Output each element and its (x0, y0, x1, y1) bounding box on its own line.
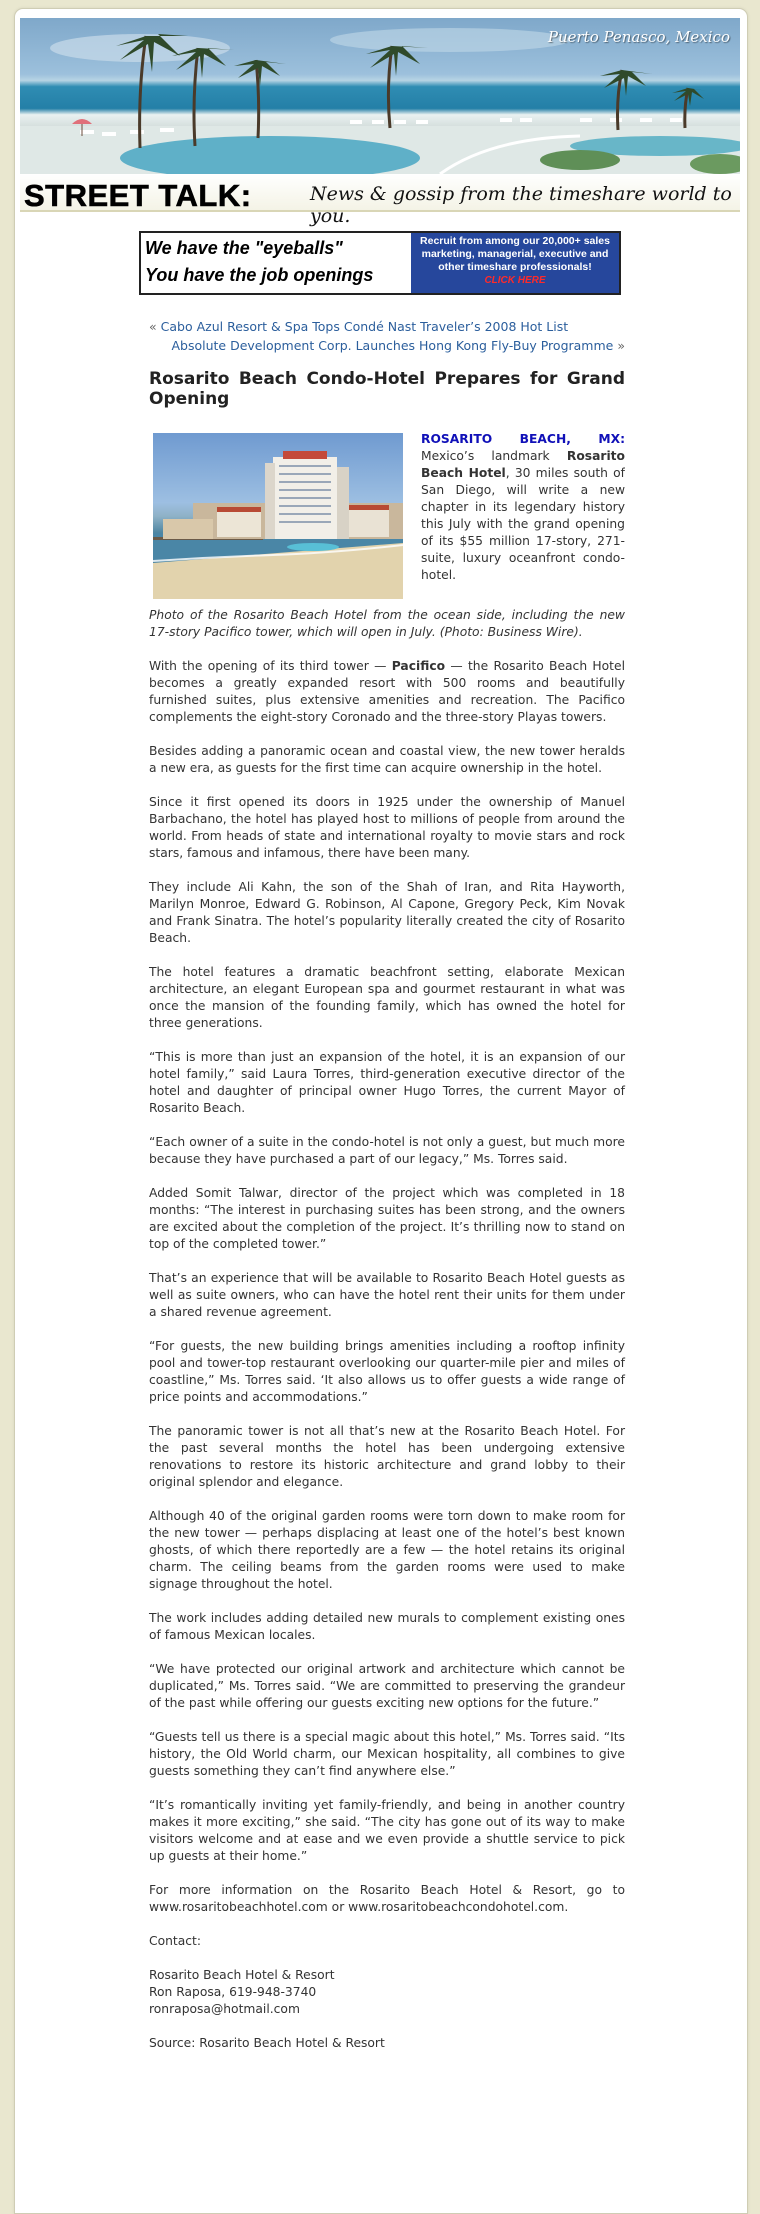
p1-text-b: — the Rosarito Beach Hotel becomes a greatly expanded resort with 500 rooms and beautifully furnished suites, plus extensive amenities and recreation. The Pacifico complements the eight-story Coronado and the three-story Playas towers. (149, 659, 625, 724)
header-banner (20, 18, 740, 174)
article-paragraph: “We have protected our original artwork and architecture which cannot be duplicated,” Ms. Torres said. “We are committed to preserving the grandeur of the past while offering our guests exciting new options for the future.” (149, 1662, 625, 1710)
prev-post-row (149, 317, 625, 336)
ad-click-here-button[interactable]: CLICK HERE (484, 275, 546, 286)
contact-person: Ron Raposa, 619-948-3740 (149, 1985, 317, 1999)
prev-arrow-icon: « (149, 319, 157, 334)
article-paragraph: “Guests tell us there is a special magic about this hotel,” Ms. Torres said. “Its history, the Old World charm, our Mexican hospitality, all combines to give guests something they can’t find anywhere else.” (149, 1730, 625, 1778)
article-paragraph: Besides adding a panoramic ocean and coastal view, the new tower heralds a new era, as guests for the first time can acquire ownership in the hotel. (149, 744, 625, 775)
lead-text-1: Mexico’s landmark (421, 449, 550, 463)
contact-email[interactable]: ronraposa@hotmail.com (149, 2002, 300, 2016)
source-line: Source: Rosarito Beach Hotel & Resort (149, 2036, 385, 2050)
site-logo-text[interactable]: STREET TALK: (24, 178, 252, 213)
article-paragraph: “Each owner of a suite in the condo-hotel is not only a guest, but much more because they have purchased a part of our legacy,” Ms. Torres said. (149, 1135, 625, 1166)
lead-section (149, 431, 625, 607)
p1-tower-name: Pacifico (391, 659, 446, 673)
article-paragraph: The work includes adding detailed new murals to complement existing ones of famous Mexican locales. (149, 1611, 625, 1642)
paragraph-pacifico (149, 658, 625, 726)
next-post-row (149, 336, 625, 355)
ad-line-1: We have the "eyeballs" (145, 238, 343, 258)
recruitment-ad-banner[interactable] (139, 231, 621, 295)
dateline: ROSARITO BEACH, MX: (421, 432, 625, 446)
p1-text-a: With the opening of its third tower — (149, 659, 387, 673)
article-paragraph: The panoramic tower is not all that’s new at the Rosarito Beach Hotel. For the past several months the hotel has been undergoing extensive renovations to restore its historic architecture and grand lobby to their original splendor and elegance. (149, 1424, 625, 1489)
lead-hotel-name: Rosarito Beach Hotel (421, 449, 625, 480)
contact-org: Rosarito Beach Hotel & Resort (149, 1968, 335, 1982)
hotel-photo (153, 433, 403, 599)
contact-details (149, 1967, 625, 2018)
article-paragraph: Although 40 of the original garden rooms were torn down to make room for the new tower — perhaps displacing at least one of the hotel’s best known ghosts, of which there reportedly are a few — the hotel retains its original charm. The ceiling beams from the garden rooms were used to make signage throughout the hotel. (149, 1509, 625, 1591)
article-paragraph: That’s an experience that will be available to Rosarito Beach Hotel guests as well as suite owners, who can have the hotel rent their units for them under a shared revenue agreement. (149, 1271, 625, 1319)
contact-heading: Contact: (149, 1934, 201, 1948)
ad-recruit-panel[interactable] (411, 233, 619, 295)
photo-caption: Photo of the Rosarito Beach Hotel from the ocean side, including the new 17-story Pacifico tower, which will open in July. (Photo: Business Wire). (149, 608, 625, 639)
site-header (20, 174, 740, 227)
prev-post-link[interactable]: Cabo Azul Resort & Spa Tops Condé Nast Traveler’s 2008 Hot List (160, 319, 569, 334)
location-label: Puerto Penasco, Mexico (547, 28, 730, 46)
ad-recruit-text: Recruit from among our 20,000+ sales marketing, managerial, executive and other timeshare professionals! (420, 235, 610, 273)
article-paragraph: The hotel features a dramatic beachfront setting, elaborate Mexican architecture, an elegant European spa and gourmet restaurant in what was once the mansion of the founding family, which has owned the hotel for three generations. (149, 965, 625, 1030)
lead-text-2: , 30 miles south of San Diego, will write a new chapter in its legendary history this July with the grand opening of its $55 million 17-story, 271-suite, luxury oceanfront condo-hotel. (421, 466, 625, 582)
page-container (14, 8, 748, 2214)
next-post-link[interactable]: Absolute Development Corp. Launches Hong Kong Fly-Buy Programme (171, 338, 614, 353)
article-paragraph: “For guests, the new building brings amenities including a rooftop infinity pool and tower-top restaurant overlooking our quarter-mile pier and miles of coastline,” Ms. Torres said. ‘It also allows us to offer guests a wide range of price points and accommodations.” (149, 1339, 625, 1404)
article-paragraph: Added Somit Talwar, director of the project which was completed in 18 months: “The interest in purchasing suites has been strong, and the owners are excited about the completion of the project. It’s thrilling now to stand on top of the completed tower.” (149, 1186, 625, 1251)
article-title: Rosarito Beach Condo-Hotel Prepares for Grand Opening (149, 369, 625, 409)
article-paragraph: Since it first opened its doors in 1925 under the ownership of Manuel Barbachano, the hotel has played host to millions of people from around the world. From heads of state and international royalty to movie stars and rock stars, famous and infamous, there have been many. (149, 795, 625, 860)
site-slogan: News & gossip from the timeshare world to you. (310, 183, 732, 227)
article-paragraph: They include Ali Kahn, the son of the Shah of Iran, and Rita Hayworth, Marilyn Monroe, Edward G. Robinson, Al Capone, Gregory Peck, Kim Novak and Frank Sinatra. The hotel’s popularity literally created the city of Rosarito Beach. (149, 880, 625, 945)
post-navigation (149, 317, 625, 355)
ad-line-2: You have the job openings (145, 265, 374, 285)
article-content (149, 317, 625, 2069)
article-paragraph: For more information on the Rosarito Beach Hotel & Resort, go to www.rosaritobeachhotel.com or www.rosaritobeachcondohotel.com. (149, 1883, 625, 1914)
article-paragraph: “It’s romantically inviting yet family-friendly, and being in another country makes it more exciting,” she said. “The city has gone out of its way to make visitors welcome and at ease and we even provide a shuttle service to pick up guests at their home.” (149, 1798, 625, 1863)
next-arrow-icon: » (617, 338, 625, 353)
ad-headline (145, 235, 415, 289)
article-paragraph: “This is more than just an expansion of the hotel, it is an expansion of our hotel family,” said Laura Torres, third-generation executive director of the hotel and daughter of principal owner Hugo Torres, the current Mayor of Rosarito Beach. (149, 1050, 625, 1115)
hotel-photo-illustration (153, 433, 403, 599)
contact-block (149, 1933, 625, 2052)
